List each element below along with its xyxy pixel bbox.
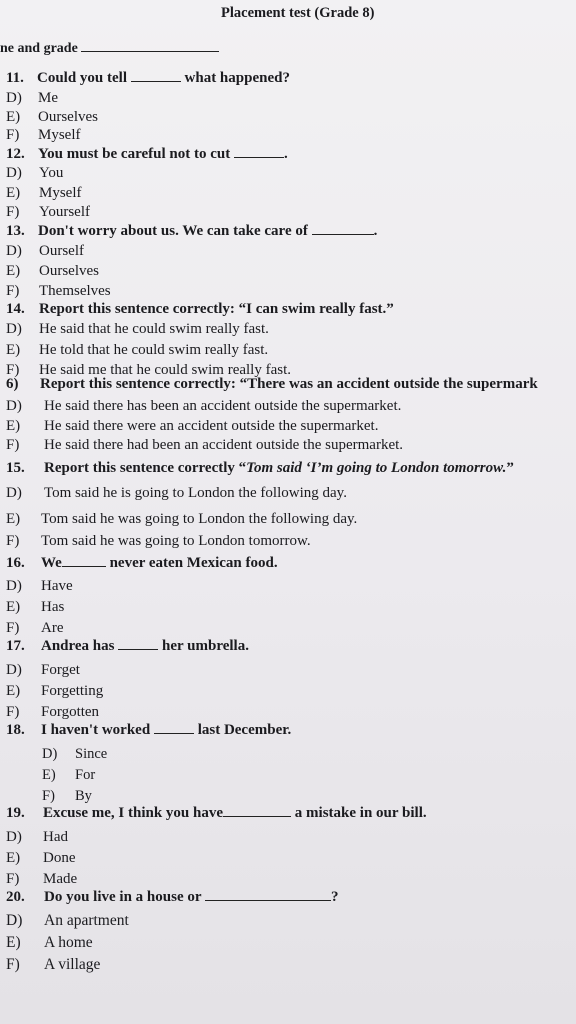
option-e (6, 934, 93, 952)
option-text: He said me that he could swim really fast. (39, 362, 292, 378)
option-text: Tom said he was going to London the following day. (41, 511, 358, 527)
option-e (6, 683, 103, 700)
option-f (6, 204, 90, 221)
question-number: 13. (6, 223, 25, 239)
option-d (42, 746, 107, 763)
question-text-after: ” (506, 460, 514, 476)
option-letter: D) (6, 321, 22, 337)
option-text: Has (41, 599, 65, 615)
option-letter: D) (6, 398, 22, 414)
option-f (42, 788, 92, 805)
answer-blank[interactable] (312, 223, 374, 235)
option-e (6, 418, 378, 435)
option-f (6, 956, 100, 974)
option-text: A village (44, 956, 101, 973)
option-text: Ourself (39, 243, 84, 259)
option-d (6, 485, 347, 502)
option-letter: E) (6, 418, 21, 434)
option-e (6, 342, 268, 359)
option-e (6, 850, 76, 867)
answer-blank[interactable] (118, 638, 158, 650)
option-text: He said there were an accident outside the supermarket. (44, 418, 379, 434)
question-text-before: You must be careful not to cut (38, 146, 231, 162)
question-text-after: her umbrella. (162, 638, 249, 654)
page-title: Placement test (Grade 8) (221, 5, 375, 21)
option-letter: D) (6, 912, 23, 929)
question-text-after: . (373, 223, 378, 239)
option-letter: E) (6, 109, 21, 125)
option-text: For (75, 767, 96, 783)
question-text-before: Andrea has (41, 638, 115, 654)
question-number: 16. (6, 555, 25, 571)
question-text-before: Report this sentence correctly “ (44, 460, 247, 476)
question-16 (6, 555, 278, 572)
answer-blank[interactable] (234, 146, 284, 158)
question-text-before: Report this sentence correctly: “I can swim really fast.” (39, 301, 394, 317)
option-letter: E) (6, 683, 21, 699)
option-letter: F) (6, 437, 20, 453)
option-text: Done (43, 850, 76, 866)
question-number: 20. (6, 889, 25, 905)
option-f (6, 871, 77, 888)
name-grade-label: ne and grade (0, 41, 78, 56)
option-letter: E) (6, 850, 21, 866)
quoted-sentence: Tom said ‘I’m going to London tomorrow. (246, 460, 507, 476)
option-text: Yourself (39, 204, 90, 220)
option-d (6, 165, 63, 182)
option-letter: F) (6, 956, 20, 973)
option-letter: E) (6, 342, 21, 358)
option-f (6, 620, 64, 637)
answer-blank[interactable] (223, 805, 291, 817)
question-number: 6) (6, 376, 19, 392)
option-text: Since (75, 746, 108, 762)
option-text: Ourselves (38, 109, 98, 125)
option-text: Have (41, 578, 73, 594)
question-number: 18. (6, 722, 25, 738)
option-letter: F) (6, 533, 20, 549)
question-text-after: never eaten Mexican food. (109, 555, 278, 571)
name-grade-blank[interactable] (81, 40, 219, 52)
option-letter: F) (6, 362, 20, 378)
question-text-before: Report this sentence correctly: “There was an accident outside the supermark (40, 376, 538, 392)
question-18 (6, 722, 291, 739)
question-number: 14. (6, 301, 25, 317)
question-17 (6, 638, 249, 655)
option-text: Forgetting (41, 683, 104, 699)
option-letter: F) (6, 620, 20, 636)
option-text: He said that he could swim really fast. (39, 321, 269, 337)
option-text: An apartment (44, 912, 129, 929)
option-letter: D) (6, 90, 22, 106)
option-d (6, 321, 269, 338)
question-text-before: Could you tell (37, 70, 128, 86)
question-text-after: . (283, 146, 288, 162)
option-letter: D) (6, 243, 22, 259)
question-19 (6, 805, 427, 822)
option-text: Are (41, 620, 64, 636)
option-text: Forgotten (41, 704, 100, 720)
option-text: Ourselves (39, 263, 99, 279)
option-text: You (39, 165, 64, 181)
option-letter: D) (6, 578, 22, 594)
option-letter: E) (6, 599, 21, 615)
option-letter: F) (6, 871, 20, 887)
answer-blank[interactable] (154, 722, 194, 734)
question-number: 11. (6, 70, 24, 86)
option-letter: D) (6, 662, 22, 678)
question-text-before: Excuse me, I think you have (43, 805, 224, 821)
option-f (6, 283, 111, 300)
option-letter: D) (6, 165, 22, 181)
option-e (6, 263, 99, 280)
option-letter: F) (6, 283, 20, 299)
option-e (6, 109, 98, 126)
option-e (6, 511, 357, 528)
option-d (6, 243, 84, 260)
option-f (6, 533, 311, 550)
question-text-before: Do you live in a house or (44, 889, 202, 905)
question-text-after: a mistake in our bill. (294, 805, 427, 821)
option-text: He said there has been an accident outside the supermarket. (44, 398, 402, 414)
question-text-before: I haven't worked (41, 722, 151, 738)
option-letter: D) (6, 485, 22, 501)
option-text: Myself (39, 185, 82, 201)
option-text: Had (43, 829, 68, 845)
option-letter: D) (42, 746, 58, 762)
option-text: Made (43, 871, 78, 887)
option-e (6, 185, 82, 202)
question-12 (6, 146, 288, 163)
answer-blank[interactable] (62, 555, 106, 567)
option-e (42, 767, 95, 784)
question-number: 12. (6, 146, 25, 162)
option-text: Me (38, 90, 58, 106)
option-text: By (75, 788, 92, 804)
option-e (6, 599, 64, 616)
option-text: Myself (38, 127, 81, 143)
question-13 (6, 223, 377, 240)
option-text: He told that he could swim really fast. (39, 342, 269, 358)
option-f (6, 437, 403, 454)
option-letter: F) (6, 127, 20, 143)
option-letter: E) (6, 511, 21, 527)
option-text: Forget (41, 662, 80, 678)
option-d (6, 90, 58, 107)
option-d (6, 829, 68, 846)
option-letter: D) (6, 829, 22, 845)
question-number: 17. (6, 638, 25, 654)
option-d (6, 662, 80, 679)
question-14 (6, 301, 394, 318)
question-text-after: last December. (197, 722, 292, 738)
question-20 (6, 889, 339, 906)
question-text-before: We (41, 555, 62, 571)
option-d (6, 912, 129, 930)
option-text: He said there had been an accident outside the supermarket. (44, 437, 404, 453)
answer-blank[interactable] (205, 889, 331, 901)
question-text-after: ? (331, 889, 339, 905)
option-f (6, 127, 81, 144)
option-text: Tom said he was going to London tomorrow. (41, 533, 311, 549)
question-11 (6, 70, 290, 87)
option-text: Tom said he is going to London the following day. (44, 485, 347, 501)
option-letter: F) (6, 704, 20, 720)
question-number: 19. (6, 805, 25, 821)
question-text-before: Don't worry about us. We can take care of (38, 223, 308, 239)
option-text: A home (44, 934, 93, 951)
option-letter: E) (42, 767, 56, 783)
option-letter: E) (6, 263, 21, 279)
name-grade-field (0, 40, 219, 57)
question-text-after: what happened? (184, 70, 290, 86)
option-letter: E) (6, 185, 21, 201)
question-number: 15. (6, 460, 25, 476)
answer-blank[interactable] (131, 70, 181, 82)
option-text: Themselves (39, 283, 111, 299)
option-d (6, 398, 401, 415)
option-letter: F) (6, 204, 20, 220)
question-15 (6, 460, 514, 477)
option-letter: F) (42, 788, 55, 804)
option-f (6, 704, 99, 721)
question-6 (6, 376, 538, 393)
option-d (6, 578, 73, 595)
option-letter: E) (6, 934, 21, 951)
